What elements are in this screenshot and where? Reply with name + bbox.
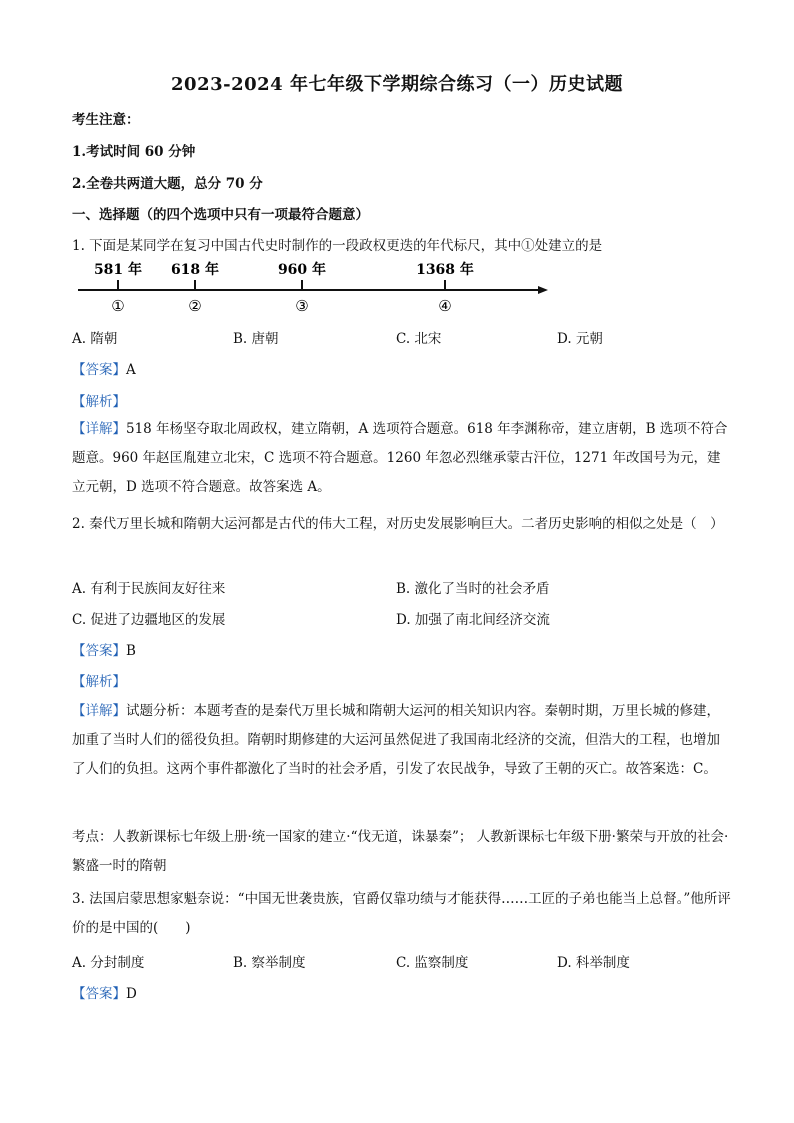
timeline-marker: ① bbox=[111, 297, 125, 315]
answer-tag: 【答案】 bbox=[72, 362, 126, 378]
q2-stem: 2. 秦代万里长城和隋朝大运河都是古代的伟大工程，对历史发展影响巨大。二者历史影响的相似之处是（ ） bbox=[72, 516, 724, 532]
answer-value: A bbox=[126, 362, 136, 378]
detail-tag: 【详解】 bbox=[72, 703, 126, 719]
answer-value: D bbox=[126, 986, 137, 1002]
q3-option-c: C. 监察制度 bbox=[396, 955, 469, 971]
q1-stem: 1. 下面是某同学在复习中国古代史时制作的一段政权更迭的年代标尺，其中①处建立的是 bbox=[72, 238, 603, 254]
timeline-year-label: 1368 年 bbox=[416, 262, 474, 278]
analysis-tag: 【解析】 bbox=[72, 674, 126, 690]
answer-value: B bbox=[126, 643, 136, 659]
q2-analysis-tag bbox=[72, 670, 126, 690]
q2-kaodian: 考点：人教新课标七年级上册·统一国家的建立·“伐无道，诛暴秦”； 人教新课标七年级下册·繁荣与开放的社会·繁盛一时的隋朝 bbox=[72, 829, 729, 874]
detail-text: 518 年杨坚夺取北周政权，建立隋朝，A 选项符合题意。618 年李渊称帝，建立唐朝，B 选项不符合题意。960 年赵匡胤建立北宋，C 选项不符合题意。1260 年忽必烈继承蒙古汗位，1271 年改国号为元，建立元朝，D 选项不符合题意。故答案选 A。 bbox=[72, 421, 728, 495]
q1-detail bbox=[72, 415, 732, 502]
section-heading: 一、选择题（的四个选项中只有一项最符合题意） bbox=[72, 207, 369, 223]
timeline-year-label: 960 年 bbox=[277, 262, 327, 278]
notice-heading: 考生注意： bbox=[72, 112, 140, 128]
notice-item-2: 2.全卷共两道大题，总分 70 分 bbox=[72, 176, 263, 192]
q3-option-b: B. 察举制度 bbox=[233, 955, 306, 971]
notice-item-1: 1.考试时间 60 分钟 bbox=[72, 144, 196, 160]
timeline-year-label: 581 年 bbox=[93, 262, 143, 278]
q2-option-a: A. 有利于民族间友好往来 bbox=[72, 581, 226, 597]
q1-answer bbox=[72, 358, 136, 378]
q3-option-a: A. 分封制度 bbox=[72, 955, 145, 971]
q3-stem: 3. 法国启蒙思想家魁奈说：“中国无世袭贵族，官爵仅靠功绩与才能获得……工匠的子弟也能当上总督。”他所评价的是中国的( ) bbox=[72, 891, 731, 936]
q2-option-b: B. 激化了当时的社会矛盾 bbox=[396, 581, 550, 597]
timeline-marker: ② bbox=[188, 297, 202, 315]
q1-option-c: C. 北宋 bbox=[396, 331, 442, 347]
timeline-marker: ③ bbox=[295, 297, 309, 315]
q2-option-c: C. 促进了边疆地区的发展 bbox=[72, 612, 226, 628]
q3-answer bbox=[72, 982, 137, 1002]
q3-option-d: D. 科举制度 bbox=[557, 955, 630, 971]
analysis-tag: 【解析】 bbox=[72, 394, 126, 410]
timeline-year-label: 618 年 bbox=[170, 262, 220, 278]
year-timeline bbox=[78, 258, 558, 328]
q1-option-a: A. 隋朝 bbox=[72, 331, 118, 347]
q2-answer bbox=[72, 639, 136, 659]
page-title: 2023-2024 年七年级下学期综合练习（一）历史试题 bbox=[171, 74, 623, 95]
detail-text: 试题分析：本题考查的是秦代万里长城和隋朝大运河的相关知识内容。秦朝时期，万里长城的修建，加重了当时人们的徭役负担。隋朝时期修建的大运河虽然促进了我国南北经济的交流，但浩大的工程，也增加了人们的负担。这两个事件都激化了当时的社会矛盾，引发了农民战争，导致了王朝的灭亡。故答案选：C。 bbox=[72, 703, 720, 777]
timeline-marker: ④ bbox=[438, 297, 452, 315]
detail-tag: 【详解】 bbox=[72, 421, 126, 437]
q1-option-b: B. 唐朝 bbox=[233, 331, 279, 347]
timeline-arrow-icon bbox=[538, 286, 548, 294]
q2-detail bbox=[72, 697, 732, 784]
answer-tag: 【答案】 bbox=[72, 986, 126, 1002]
q1-analysis-tag bbox=[72, 390, 126, 410]
answer-tag: 【答案】 bbox=[72, 643, 126, 659]
q1-option-d: D. 元朝 bbox=[557, 331, 603, 347]
q2-option-d: D. 加强了南北间经济交流 bbox=[396, 612, 550, 628]
